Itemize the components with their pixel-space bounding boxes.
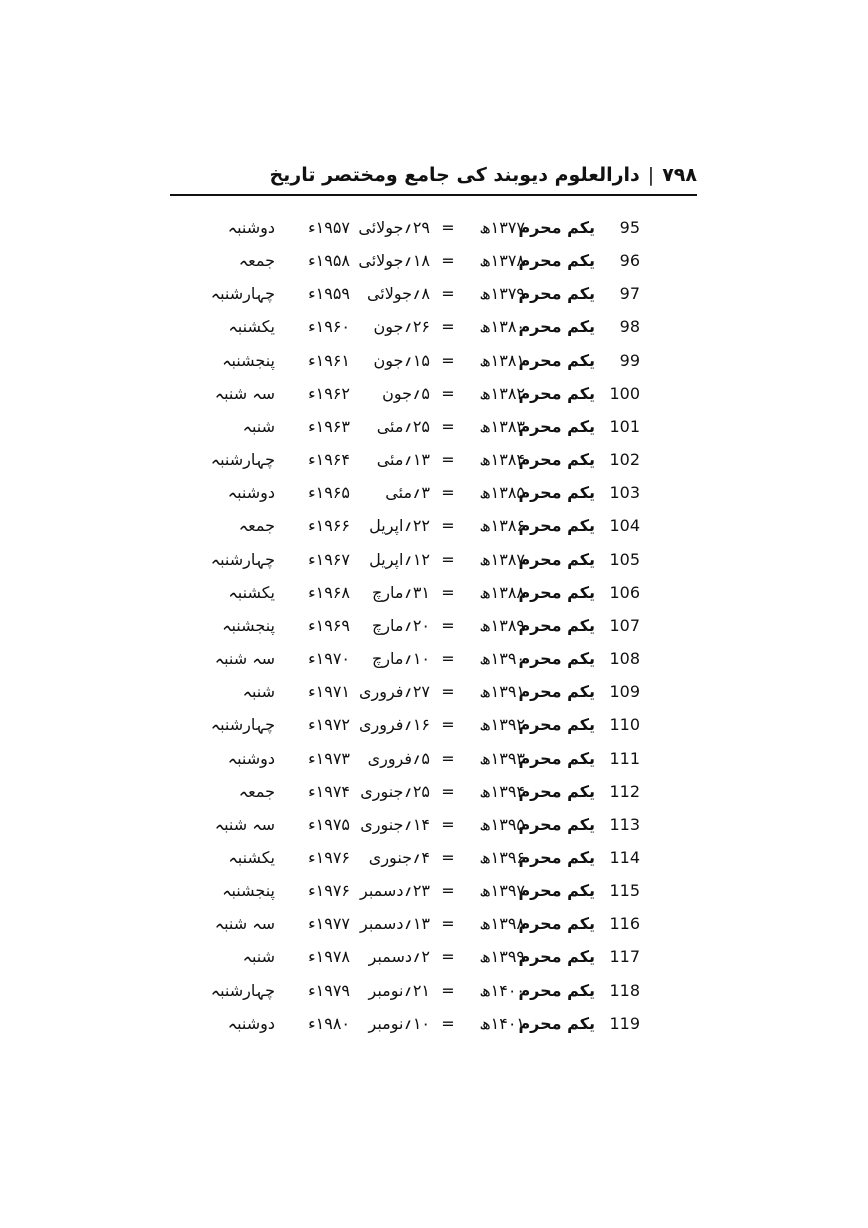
table-row [170,443,697,476]
muharram-label: یکم محرم [518,615,595,635]
hijri-year: ۱۳۹۶ھ [479,847,525,867]
table-row [170,377,697,410]
row-number: 113 [609,814,640,834]
gregorian-date: ۱۴؍جنوری [360,814,430,834]
equals-sign: = [441,218,455,237]
gregorian-year: ۱۹۷۹ء [308,980,350,1000]
row-number: 110 [609,715,640,735]
hijri-year: ۱۳۸۲ھ [479,383,525,403]
muharram-label: یکم محرم [518,383,595,403]
table-row [170,410,697,443]
table-row [170,211,697,244]
weekday: دوشنبہ [227,483,275,503]
muharram-label: یکم محرم [518,416,595,436]
weekday: جمعہ [238,516,275,536]
gregorian-year: ۱۹۵۷ء [308,218,350,237]
gregorian-date: ۲۵؍جنوری [360,781,430,801]
hijri-year: ۱۳۹۲ھ [479,715,525,735]
muharram-label: یکم محرم [518,814,595,834]
hijri-year: ۱۳۸۴ھ [479,450,525,470]
table-row [170,642,697,675]
muharram-label: یکم محرم [518,218,595,237]
equals-sign: = [441,450,455,470]
hijri-year: ۱۳۷۸ھ [479,251,525,271]
table-row [170,808,697,841]
gregorian-date: ۳؍مئی [385,483,430,503]
equals-sign: = [441,682,455,702]
gregorian-date: ۳۱؍مارچ [371,582,430,602]
row-number: 102 [609,450,640,470]
hijri-year: ۱۳۸۳ھ [479,416,525,436]
hijri-year: ۱۳۸۹ھ [479,615,525,635]
gregorian-year: ۱۹۶۶ء [308,516,350,536]
table-row [170,609,697,642]
gregorian-date: ۵؍فروری [367,748,430,768]
gregorian-year: ۱۹۵۹ء [308,284,350,304]
muharram-label: یکم محرم [518,748,595,768]
gregorian-date: ۱۸؍جولائی [358,251,430,271]
table-row [170,244,697,277]
table-row [170,310,697,343]
weekday: چہارشنبہ [210,284,275,304]
row-number: 96 [619,251,640,271]
gregorian-date: ۱۳؍دسمبر [360,914,430,934]
gregorian-year: ۱۹۶۸ء [308,582,350,602]
row-number: 103 [609,483,640,503]
table-row [170,874,697,907]
table-row [170,742,697,775]
equals-sign: = [441,483,455,503]
gregorian-date: ۱۳؍مئی [376,450,430,470]
hijri-year: ۱۳۹۰ھ [479,649,525,669]
gregorian-year: ۱۹۶۵ء [308,483,350,503]
hijri-year: ۱۳۸۷ھ [479,549,525,569]
gregorian-date: ۲۶؍جون [373,317,430,337]
gregorian-date: ۸؍جولائی [366,284,430,304]
gregorian-year: ۱۹۷۶ء [308,847,350,867]
gregorian-year: ۱۹۷۴ء [308,781,350,801]
weekday: چہارشنبہ [210,450,275,470]
gregorian-year: ۱۹۷۸ء [308,947,350,967]
row-number: 104 [609,516,640,536]
row-number: 101 [609,416,640,436]
weekday: یکشنبہ [228,317,275,337]
gregorian-date: ۱۵؍جون [373,350,430,370]
gregorian-date: ۲۰؍مارچ [371,615,430,635]
gregorian-year: ۱۹۶۳ء [308,416,350,436]
gregorian-date: ۲۳؍دسمبر [360,881,430,901]
gregorian-year: ۱۹۷۳ء [308,748,350,768]
table-row [170,509,697,542]
gregorian-year: ۱۹۵۸ء [308,251,350,271]
row-number: 116 [609,914,640,934]
weekday: سہ شنبہ [214,814,275,834]
row-number: 115 [609,881,640,901]
equals-sign: = [441,980,455,1000]
muharram-label: یکم محرم [518,516,595,536]
equals-sign: = [441,715,455,735]
gregorian-year: ۱۹۶۰ء [308,317,350,337]
gregorian-year: ۱۹۷۱ء [308,682,350,702]
equals-sign: = [441,1013,455,1033]
gregorian-date: ۲۹؍جولائی [358,218,430,237]
row-number: 109 [609,682,640,702]
header-separator: | [647,164,655,186]
gregorian-date: ۱۰؍نومبر [368,1013,430,1033]
hijri-year: ۱۴۰۱ھ [479,1013,525,1033]
gregorian-year: ۱۹۸۰ء [308,1013,350,1033]
table-row [170,708,697,741]
row-number: 112 [609,781,640,801]
table-row [170,907,697,940]
row-number: 118 [609,980,640,1000]
table-row [170,277,697,310]
row-number: 107 [609,615,640,635]
hijri-year: ۱۳۸۵ھ [479,483,525,503]
row-number: 99 [619,350,640,370]
equals-sign: = [441,847,455,867]
gregorian-year: ۱۹۶۱ء [308,350,350,370]
table-row [170,1007,697,1040]
hijri-year: ۱۳۹۵ھ [479,814,525,834]
gregorian-year: ۱۹۶۴ء [308,450,350,470]
muharram-label: یکم محرم [518,549,595,569]
muharram-label: یکم محرم [518,914,595,934]
equals-sign: = [441,251,455,271]
equals-sign: = [441,649,455,669]
gregorian-date: ۴؍جنوری [368,847,430,867]
gregorian-year: ۱۹۷۵ء [308,814,350,834]
gregorian-year: ۱۹۶۲ء [308,383,350,403]
muharram-label: یکم محرم [518,715,595,735]
gregorian-year: ۱۹۷۲ء [308,715,350,735]
muharram-label: یکم محرم [518,947,595,967]
weekday: دوشنبہ [227,1013,275,1033]
hijri-year: ۱۳۸۱ھ [479,350,525,370]
weekday: دوشنبہ [227,748,275,768]
gregorian-year: ۱۹۷۷ء [308,914,350,934]
weekday: چہارشنبہ [210,980,275,1000]
weekday: یکشنبہ [228,847,275,867]
muharram-label: یکم محرم [518,682,595,702]
muharram-label: یکم محرم [518,582,595,602]
page-number: ۷۹۸ [662,164,697,186]
hijri-year: ۱۳۸۸ھ [479,582,525,602]
equals-sign: = [441,781,455,801]
row-number: 106 [609,582,640,602]
weekday: جمعہ [238,251,275,271]
hijri-year: ۱۳۸۰ھ [479,317,525,337]
gregorian-date: ۲۱؍نومبر [368,980,430,1000]
gregorian-year: ۱۹۶۹ء [308,615,350,635]
table-row [170,344,697,377]
equals-sign: = [441,814,455,834]
muharram-label: یکم محرم [518,980,595,1000]
weekday: چہارشنبہ [210,549,275,569]
table-row [170,841,697,874]
row-number: 98 [619,317,640,337]
gregorian-date: ۲۵؍مئی [376,416,430,436]
muharram-label: یکم محرم [518,1013,595,1033]
hijri-year: ۱۴۰۰ھ [479,980,525,1000]
weekday: سہ شنبہ [214,649,275,669]
date-conversion-table [170,211,697,1040]
hijri-year: ۱۳۷۷ھ [479,218,525,237]
table-row [170,476,697,509]
equals-sign: = [441,317,455,337]
hijri-year: ۱۳۹۳ھ [479,748,525,768]
muharram-label: یکم محرم [518,317,595,337]
muharram-label: یکم محرم [518,450,595,470]
weekday: چہارشنبہ [210,715,275,735]
gregorian-date: ۱۰؍مارچ [371,649,430,669]
equals-sign: = [441,516,455,536]
gregorian-year: ۱۹۶۷ء [308,549,350,569]
weekday: سہ شنبہ [214,914,275,934]
row-number: 114 [609,847,640,867]
hijri-year: ۱۳۹۱ھ [479,682,525,702]
table-row [170,543,697,576]
row-number: 100 [609,383,640,403]
equals-sign: = [441,881,455,901]
weekday: شنبہ [242,947,275,967]
hijri-year: ۱۳۹۸ھ [479,914,525,934]
gregorian-date: ۲؍دسمبر [368,947,430,967]
table-row [170,675,697,708]
row-number: 108 [609,649,640,669]
muharram-label: یکم محرم [518,881,595,901]
table-row [170,775,697,808]
weekday: جمعہ [238,781,275,801]
gregorian-date: ۵؍جون [382,383,430,403]
equals-sign: = [441,914,455,934]
muharram-label: یکم محرم [518,781,595,801]
gregorian-year: ۱۹۷۰ء [308,649,350,669]
gregorian-date: ۱۲؍اپریل [369,549,430,569]
weekday: پنجشنبہ [222,881,275,901]
muharram-label: یکم محرم [518,649,595,669]
table-row [170,940,697,973]
muharram-label: یکم محرم [518,483,595,503]
book-title: دارالعلوم دیوبند کی جامع ومختصر تاریخ [269,164,640,186]
row-number: 97 [619,284,640,304]
equals-sign: = [441,615,455,635]
equals-sign: = [441,350,455,370]
row-number: 111 [609,748,640,768]
row-number: 117 [609,947,640,967]
weekday: پنجشنبہ [222,350,275,370]
hijri-year: ۱۳۷۹ھ [479,284,525,304]
row-number: 105 [609,549,640,569]
table-row [170,974,697,1007]
equals-sign: = [441,549,455,569]
gregorian-date: ۲۲؍اپریل [369,516,430,536]
hijri-year: ۱۳۹۹ھ [479,947,525,967]
table-row [170,576,697,609]
equals-sign: = [441,284,455,304]
weekday: سہ شنبہ [214,383,275,403]
gregorian-date: ۱۶؍فروری [358,715,430,735]
muharram-label: یکم محرم [518,350,595,370]
weekday: دوشنبہ [227,218,275,237]
gregorian-date: ۲۷؍فروری [358,682,430,702]
muharram-label: یکم محرم [518,284,595,304]
equals-sign: = [441,383,455,403]
muharram-label: یکم محرم [518,251,595,271]
hijri-year: ۱۳۹۴ھ [479,781,525,801]
equals-sign: = [441,947,455,967]
hijri-year: ۱۳۸۶ھ [479,516,525,536]
equals-sign: = [441,416,455,436]
header-rule [170,194,697,196]
row-number: 95 [619,218,640,237]
weekday: یکشنبہ [228,582,275,602]
weekday: شنبہ [242,682,275,702]
muharram-label: یکم محرم [518,847,595,867]
weekday: شنبہ [242,416,275,436]
running-header [170,160,697,190]
weekday: پنجشنبہ [222,615,275,635]
equals-sign: = [441,582,455,602]
hijri-year: ۱۳۹۷ھ [479,881,525,901]
equals-sign: = [441,748,455,768]
gregorian-year: ۱۹۷۶ء [308,881,350,901]
row-number: 119 [609,1013,640,1033]
